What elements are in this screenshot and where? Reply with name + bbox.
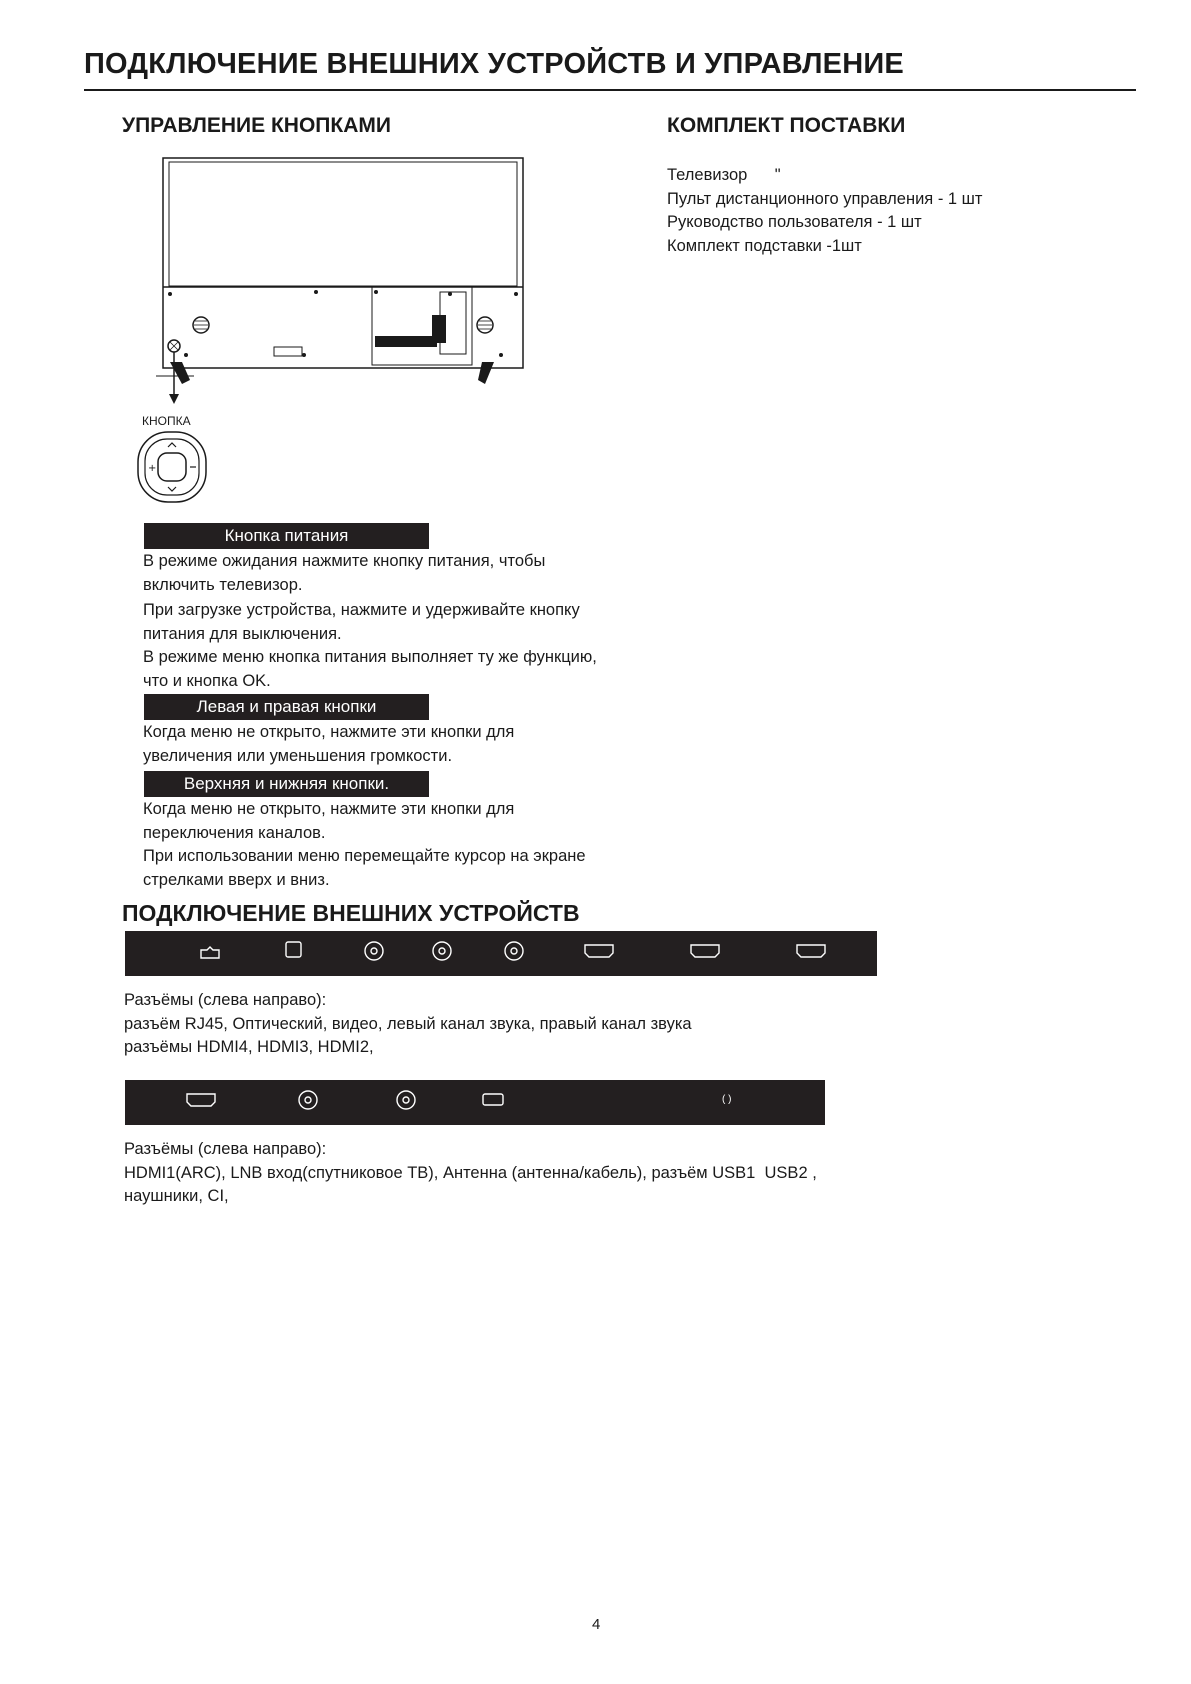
package-item: Комплект подставки -1шт	[667, 236, 862, 255]
left-right-buttons-label: Левая и правая кнопки	[144, 694, 429, 720]
audio-right-rca-icon	[505, 942, 523, 960]
optical-icon	[286, 942, 301, 957]
usb-icon	[483, 1094, 503, 1105]
rj45-icon	[201, 947, 219, 958]
package-item: Телевизор "	[667, 166, 781, 184]
package-item: Руководство пользователя - 1 шт	[667, 213, 922, 231]
hdmi4-icon	[585, 945, 613, 957]
antenna-icon	[397, 1091, 415, 1109]
hdmi3-icon	[691, 945, 719, 957]
lnb-icon	[299, 1091, 317, 1109]
knob-label: КНОПКА	[142, 414, 191, 428]
joystick-center-ok	[158, 453, 186, 481]
power-button-label: Кнопка питания	[144, 523, 429, 549]
strip1-caption: Разъёмы (слева направо): разъём RJ45, Оптический, видео, левый канал звука, правый канал звука разъёмы HDMI4, HDMI3, HDMI2,	[124, 991, 692, 1056]
title-divider	[84, 89, 1136, 91]
power-button-text-1: В режиме ожидания нажмите кнопку питания, чтобы включить телевизор.	[143, 552, 546, 594]
up-down-buttons-text: Когда меню не открыто, нажмите эти кнопки для переключения каналов. При использовании меню перемещайте курсор на экране стрелками вверх и вниз.	[143, 800, 586, 889]
page-number: 4	[592, 1616, 601, 1633]
hdmi2-icon	[797, 945, 825, 957]
port-strip-1	[125, 931, 877, 976]
page-title: ПОДКЛЮЧЕНИЕ ВНЕШНИХ УСТРОЙСТВ И УПРАВЛЕНИЕ	[84, 48, 904, 80]
tv-rear-illustration	[150, 150, 530, 410]
strip2-caption: Разъёмы (слева направо): HDMI1(ARC), LNB вход(спутниковое ТВ), Антенна (антенна/кабель), разъём USB1 USB2 , наушники, CI,	[124, 1140, 817, 1205]
left-right-buttons-text: Когда меню не открыто, нажмите эти кнопки для увеличения или уменьшения громкости.	[143, 723, 515, 765]
headphones-icon: ( )	[722, 1094, 732, 1105]
package-heading: КОМПЛЕКТ ПОСТАВКИ	[667, 114, 906, 137]
audio-left-rca-icon	[433, 942, 451, 960]
port-strip-2	[125, 1080, 825, 1125]
joystick-down-arrow-icon	[168, 487, 176, 491]
hdmi1-arc-icon	[187, 1094, 215, 1106]
joystick-up-arrow-icon	[168, 443, 176, 447]
package-list	[667, 164, 982, 258]
buttons-heading: УПРАВЛЕНИЕ КНОПКАМИ	[122, 114, 391, 137]
package-item: Пульт дистанционного управления - 1 шт	[667, 189, 983, 208]
power-button-text-2: При загрузке устройства, нажмите и удерживайте кнопку питания для выключения. В режиме меню кнопка питания выполняет ту же функцию, что и кнопка OK.	[143, 601, 597, 690]
joystick-button[interactable]	[136, 430, 208, 504]
video-rca-icon	[365, 942, 383, 960]
up-down-buttons-label: Верхняя и нижняя кнопки.	[144, 771, 429, 797]
connections-heading: ПОДКЛЮЧЕНИЕ ВНЕШНИХ УСТРОЙСТВ	[122, 900, 580, 926]
joystick-plus-icon: +	[148, 463, 157, 474]
